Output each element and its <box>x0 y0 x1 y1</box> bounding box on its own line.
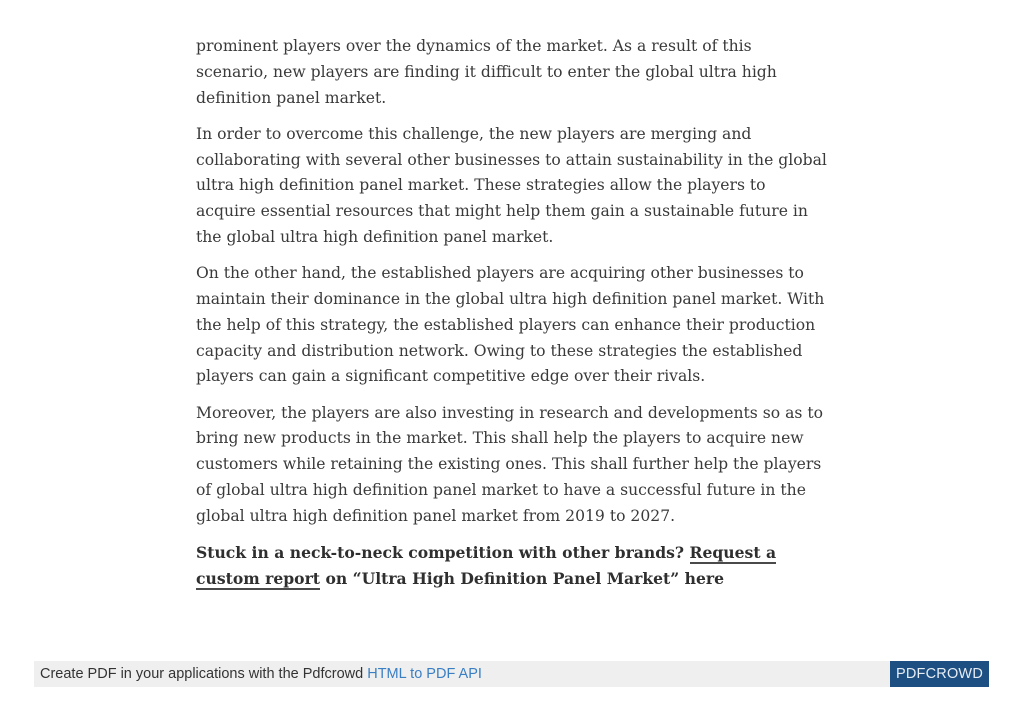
paragraph-new-players: In order to overcome this challenge, the new players are merging and collaborating with several other businesses to attain sustainability in the global ultra high definition panel market. These strategies allow the players to acquire essential resources that might help them gain a sustainable future in the global ultra high definition panel market. <box>196 124 827 246</box>
paragraph-established-players: On the other hand, the established players are acquiring other businesses to maintain their dominance in the global ultra high definition panel market. With the help of this strategy, the established players can enhance their production capacity and distribution network. Owing to these strategies the established players can gain a significant competitive edge over their rivals. <box>196 264 825 386</box>
paragraph-research: Moreover, the players are also investing in research and developments so as to bring new products in the market. This shall help the players to acquire new customers while retaining the existing ones. This shall further help the players of global ultra high definition panel market to have a successful future in the global ultra high definition panel market from 2019 to 2027. <box>196 403 824 525</box>
paragraph-intro: prominent players over the dynamics of the market. As a result of this scenario, new players are finding it difficult to enter the global ultra high definition panel market. <box>196 37 777 107</box>
article-body <box>196 34 828 602</box>
callout-lead-text: Stuck in a neck-to-neck competition with other brands? <box>196 542 685 562</box>
html-to-pdf-api-link[interactable]: HTML to PDF API <box>367 666 482 682</box>
footer-text: Create PDF in your applications with the Pdfcrowd <box>40 666 364 682</box>
pdfcrowd-footer <box>34 661 989 687</box>
custom-report-callout <box>196 540 828 592</box>
callout-tail-text: on “Ultra High Definition Panel Market” here <box>325 568 725 588</box>
request-custom-report-link[interactable]: Request a custom report <box>196 542 777 588</box>
pdfcrowd-brand-button[interactable]: PDFCROWD <box>890 661 989 687</box>
footer-message <box>40 661 482 687</box>
